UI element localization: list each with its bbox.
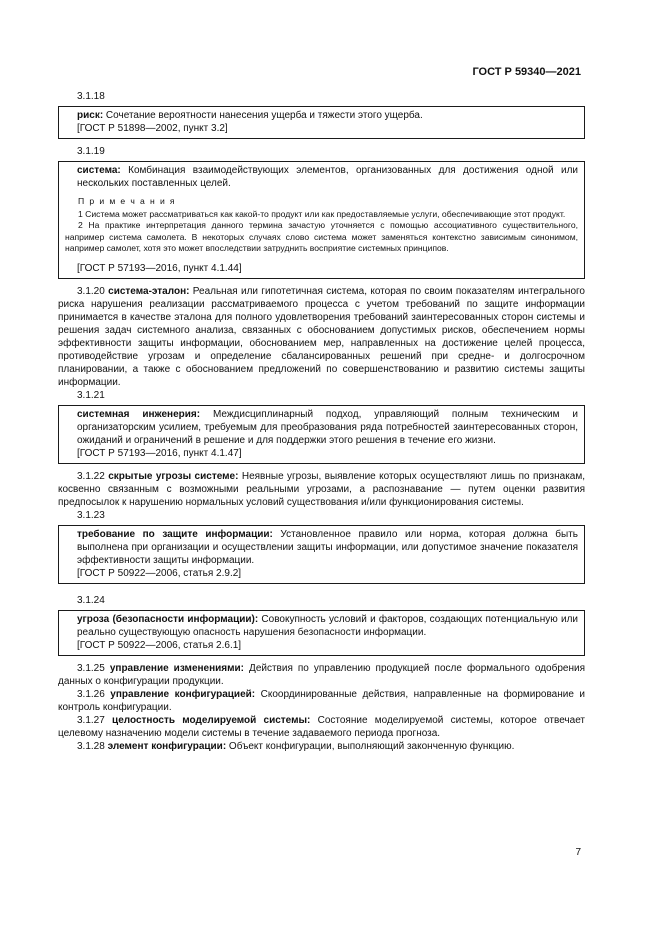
term-definition-box bbox=[58, 405, 585, 464]
term-name: целостность моделируемой системы: bbox=[112, 714, 311, 726]
note-item: 2 На практике интерпретация данного термина зачастую уточняется с помощью ассоциативного существительного, например система самолета. В некоторых случаях слово система может заменяться контекстно зависимым синонимом, например самолет, хотя это может впоследствии затруднить восприятие системных принципов. bbox=[65, 220, 578, 254]
term-name: управление конфигурацией: bbox=[110, 688, 256, 700]
term-definition-box bbox=[58, 106, 585, 139]
source-reference: [ГОСТ Р 50922—2006, статья 2.6.1] bbox=[77, 639, 242, 651]
term-paragraph bbox=[58, 470, 585, 509]
term-definition: Скоординированные действия, направленные на формирование и контроль конфигурации. bbox=[58, 688, 585, 713]
term-paragraph bbox=[58, 662, 585, 688]
notes-title: П р и м е ч а н и я bbox=[78, 196, 176, 206]
page-number: 7 bbox=[575, 847, 581, 858]
term-name: угроза (безопасности информации): bbox=[77, 613, 259, 625]
term-definition: Комбинация взаимодействующих элементов, организованных для достижения одной или нескольких поставленных целей. bbox=[77, 165, 578, 189]
entry-number: 3.1.24 bbox=[77, 594, 105, 606]
term-paragraph bbox=[58, 688, 585, 714]
definition-text bbox=[77, 528, 578, 567]
term-definition-box bbox=[58, 610, 585, 656]
term-definition: Совокупность условий и факторов, создающих потенциальную или реально существующую опасность нарушения безопасности информации. bbox=[77, 613, 578, 638]
term-name: скрытые угрозы системе: bbox=[108, 470, 239, 482]
term-definition: Неявные угрозы, выявление которых осуществляют лишь по признакам, косвенно связанным с возможными реальными угрозами, а распознавание — путем оценки развития предпосылок к нарушению нормальных условий существования и/или функционирования системы. bbox=[58, 470, 586, 508]
standard-designation: ГОСТ Р 59340—2021 bbox=[472, 66, 581, 78]
definition-text bbox=[77, 164, 578, 190]
definition-text bbox=[77, 613, 578, 639]
term-definition: Объект конфигурации, выполняющий законченную функцию. bbox=[226, 740, 515, 752]
term-definition: Междисциплинарный подход, управляющий полным техническим и организаторским усилием, требуемым для преобразования ряда потребностей заинтересованных сторон, ожиданий и ограничений в решение и для поддержки этого решения в течение его жизни. bbox=[77, 408, 578, 446]
entry-number: 3.1.27 bbox=[77, 714, 105, 726]
term-definition: Установленное правило или норма, которая должна быть выполнена при организации и осуществлении защиты информации, или допустимое значение показателя эффективности защиты информации. bbox=[77, 528, 579, 566]
term-paragraph bbox=[58, 740, 585, 753]
term-definition: Состояние моделируемой системы, которое отвечает целевому назначению модели системы в течение задаваемого периода прогноза. bbox=[58, 714, 586, 739]
entry-number: 3.1.21 bbox=[77, 389, 105, 401]
term-paragraph bbox=[58, 285, 585, 389]
term-definition: Реальная или гипотетичная система, которая по своим показателям интегрального риска нарушения реализации рассматриваемого процесса с учетом требований по защите информации принимается в качестве эталона для полного удовлетворения требований заинтересованных сторон системы и решения задач системного анализа, связанных с обоснованием допустимых рисков, обеспечением нормы эффективности защиты информации, обоснованием мер, направленных на достижение целей процесса, противодействие угрозам и определение сбалансированных решений при средне- и долгосрочном планировании, а также с обоснованием предложений по совершенствованию и развитию системы защиты информации. bbox=[58, 285, 585, 388]
term-name: система-эталон: bbox=[108, 285, 190, 297]
term-name: системная инженерия: bbox=[77, 408, 201, 420]
entry-number: 3.1.18 bbox=[77, 91, 105, 102]
term-paragraph bbox=[58, 714, 585, 740]
source-reference: [ГОСТ Р 50922—2006, статья 2.9.2] bbox=[77, 567, 242, 579]
term-definition: Сочетание вероятности нанесения ущерба и тяжести этого ущерба. bbox=[103, 110, 423, 121]
term-definition: Действия по управлению продукцией после формального одобрения данных о конфигурации продукции. bbox=[58, 662, 585, 687]
term-name: риск: bbox=[77, 110, 104, 121]
note-item: 1 Система может рассматриваться как какой-то продукт или как предоставляемые услуги, обеспечивающие этот продукт. bbox=[78, 208, 566, 219]
term-name: требование по защите информации: bbox=[77, 528, 273, 540]
term-name: управление изменениями: bbox=[109, 662, 245, 674]
source-reference: [ГОСТ Р 57193—2016, пункт 4.1.44] bbox=[77, 262, 242, 274]
entry-number: 3.1.26 bbox=[77, 688, 105, 700]
source-reference: [ГОСТ Р 57193—2016, пункт 4.1.47] bbox=[77, 447, 242, 459]
notes-block bbox=[65, 196, 578, 255]
term-name: система: bbox=[77, 165, 121, 176]
source-reference: [ГОСТ Р 51898—2002, пункт 3.2] bbox=[77, 123, 228, 134]
term-definition-box bbox=[58, 525, 585, 584]
terms-section bbox=[58, 90, 585, 753]
definition-text bbox=[77, 408, 578, 447]
entry-number: 3.1.20 bbox=[77, 285, 105, 297]
term-definition-box bbox=[58, 161, 585, 279]
entry-number: 3.1.25 bbox=[77, 662, 105, 674]
entry-number: 3.1.28 bbox=[77, 740, 105, 752]
entry-number: 3.1.22 bbox=[77, 470, 105, 482]
entry-number: 3.1.23 bbox=[77, 509, 105, 521]
definition-text bbox=[77, 109, 578, 122]
term-name: элемент конфигурации: bbox=[107, 740, 227, 752]
entry-number: 3.1.19 bbox=[77, 146, 105, 157]
